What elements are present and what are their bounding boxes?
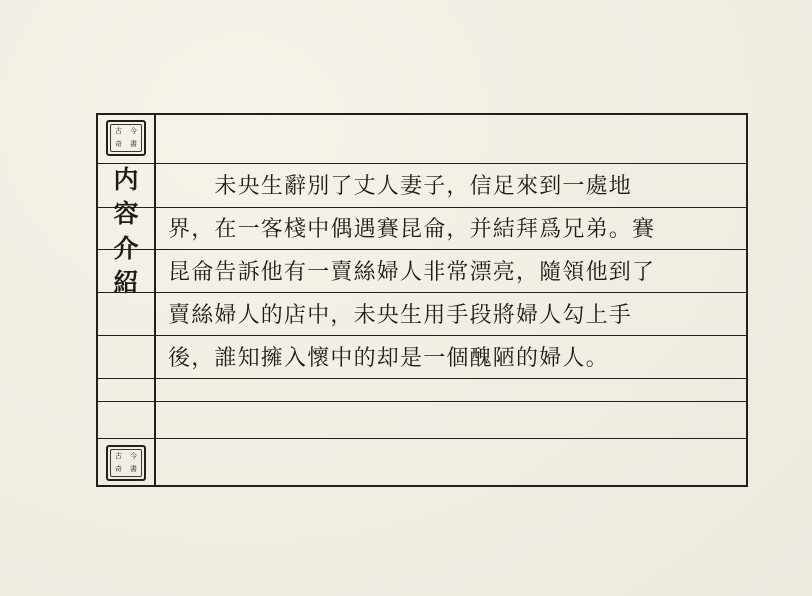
text-line: 後，誰知擁入懷中的却是一個醜陋的婦人。 <box>168 346 609 371</box>
seal-inner-grid-bottom <box>110 449 142 477</box>
text-line: 界，在一客棧中偶遇賽昆侖，并結拜爲兄弟。賽 <box>168 217 656 242</box>
seal-char-2: 今 <box>130 127 137 135</box>
rule-line-7 <box>98 401 746 402</box>
seal-char-4-b: 書 <box>130 465 137 473</box>
seal-char-2-b: 今 <box>130 452 137 460</box>
text-line: 未央生辭別了丈人妻子，信足來到一處地 <box>168 174 633 199</box>
square-seal-stamp-bottom <box>106 445 146 481</box>
seal-char-3-b: 奇 <box>115 465 122 473</box>
seal-char-4: 書 <box>130 140 137 148</box>
body-text-block <box>154 163 746 401</box>
content-introduction-panel <box>96 113 748 487</box>
panel-title-char-1: 内 <box>113 165 139 194</box>
panel-title-char-4: 紹 <box>113 267 139 297</box>
panel-title-char-3: 介 <box>113 233 139 263</box>
square-seal-stamp-top <box>106 120 146 156</box>
seal-char-1-b: 古 <box>115 452 122 460</box>
text-line: 昆侖告訴他有一賣絲婦人非常漂亮，隨領他到了 <box>168 260 656 285</box>
panel-title-char-2: 容 <box>113 199 139 229</box>
label-column <box>98 115 154 485</box>
text-line: 賣絲婦人的店中，未央生用手段將婦人勾上手 <box>168 303 633 328</box>
seal-char-3: 奇 <box>115 140 122 148</box>
seal-inner-grid <box>110 124 142 152</box>
seal-char-1: 古 <box>115 127 122 135</box>
rule-line-8 <box>98 438 746 439</box>
panel-title-vertical <box>98 167 154 397</box>
